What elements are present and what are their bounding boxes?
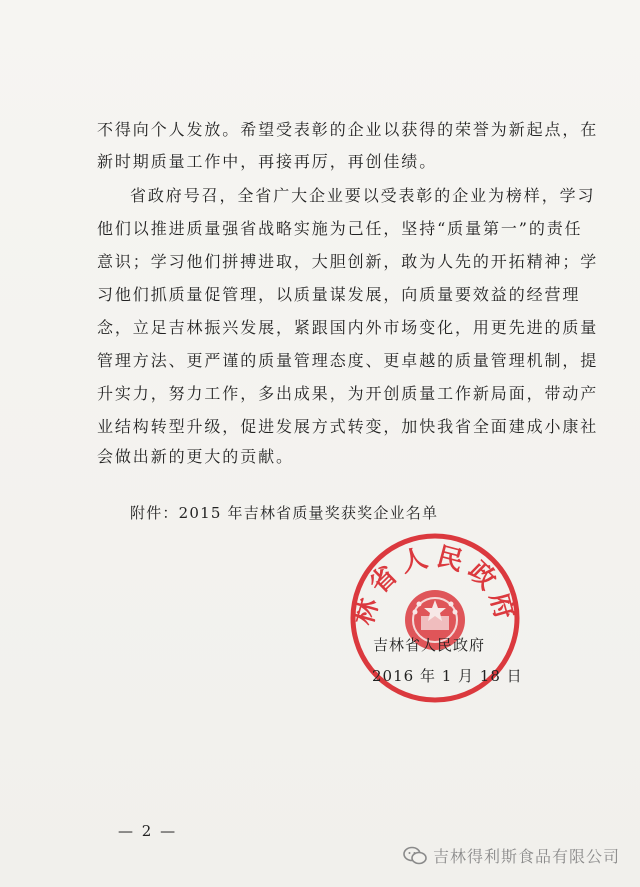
issue-date: 2016 年 1 月 18 日 (372, 667, 523, 685)
body-line: 不得向个人发放。希望受表彰的企业以获得的荣誉为新起点，在 (97, 120, 599, 139)
body-line: 他们以推进质量强省战略实施为己任，坚持“质量第一”的责任 (97, 219, 583, 238)
body-line: 升实力，努力工作，多出成果，为开创质量工作新局面，带动产 (97, 384, 599, 403)
body-line: 念，立足吉林振兴发展，紧跟国内外市场变化，用更先进的质量 (97, 318, 599, 337)
body-line: 省政府号召，全省广大企业要以受表彰的企业为榜样，学习 (130, 186, 596, 205)
body-line: 新时期质量工作中，再接再厉，再创佳绩。 (97, 152, 438, 171)
footer-brand-text: 吉林得利斯食品有限公司 (432, 847, 620, 866)
body-line: 业结构转型升级，促进发展方式转变，加快我省全面建成小康社 (97, 417, 599, 436)
page-number: — 2 — (118, 822, 178, 840)
body-line: 会做出新的更大的贡献。 (97, 447, 294, 466)
wechat-icon (403, 846, 427, 866)
body-line: 管理方法、更严谨的质量管理态度、更卓越的质量管理机制，提 (97, 351, 599, 370)
footer-watermark (403, 844, 620, 867)
body-line: 意识；学习他们拼搏进取，大胆创新，敢为人先的开拓精神；学 (97, 252, 599, 271)
svg-text:林省人民政府: 林省人民政府 (348, 541, 522, 629)
attachment-note: 附件：2015 年吉林省质量奖获奖企业名单 (130, 504, 439, 522)
issuer-name: 吉林省人民政府 (373, 636, 486, 654)
body-line: 习他们抓质量促管理，以质量谋发展，向质量要效益的经营理 (97, 285, 581, 304)
